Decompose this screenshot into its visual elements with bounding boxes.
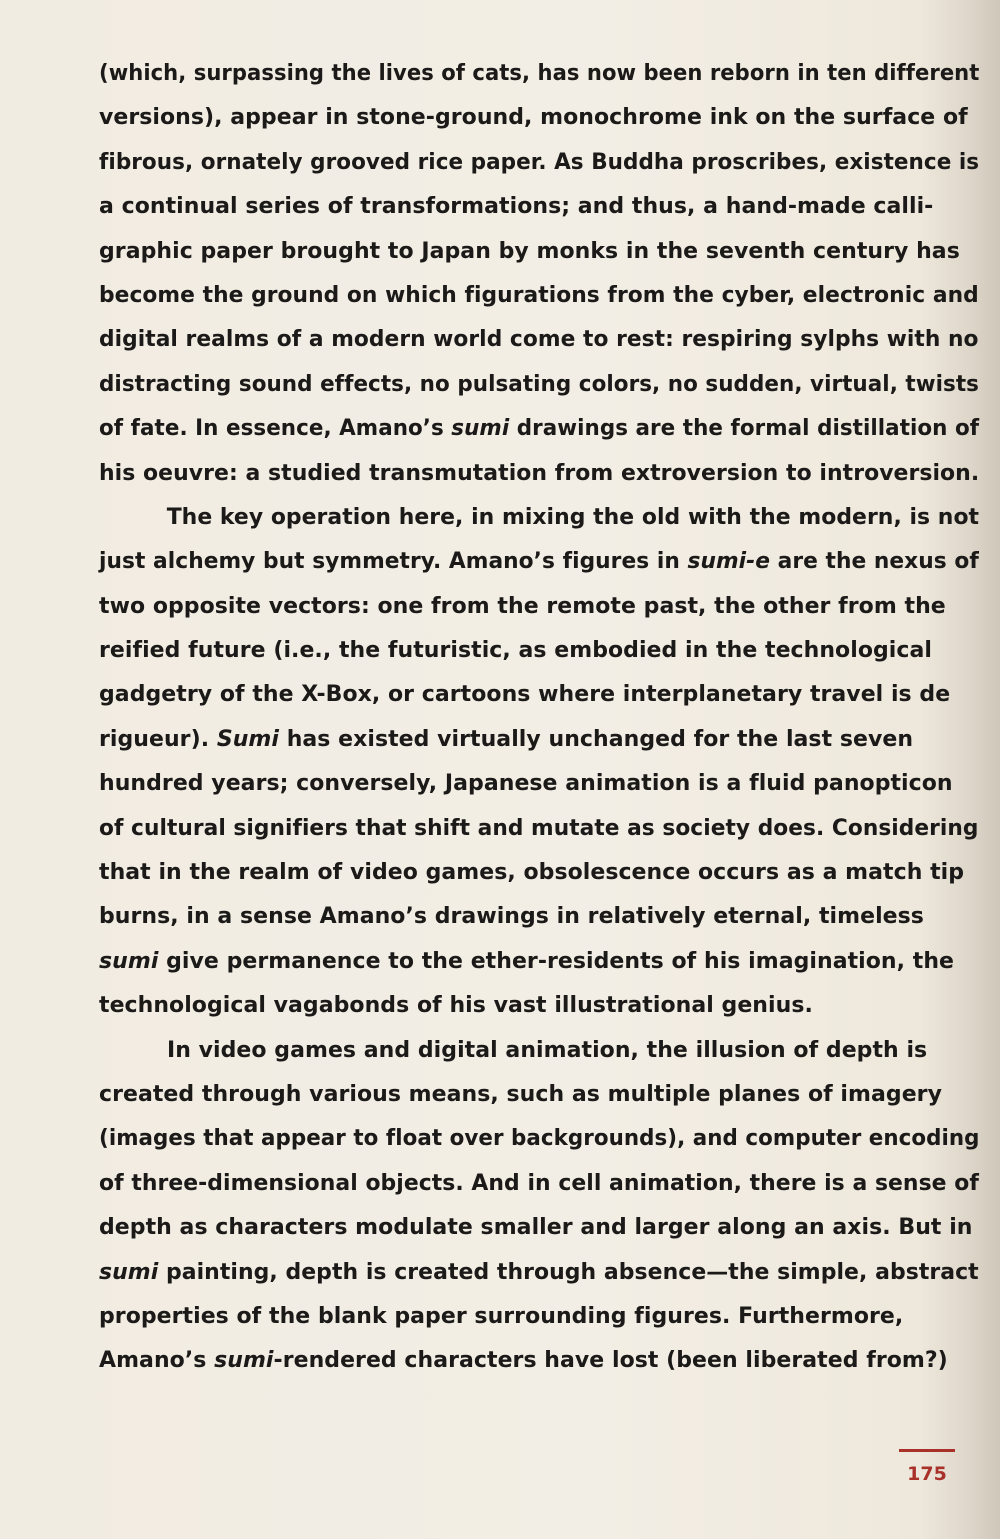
text-line (99, 807, 979, 851)
text-line (99, 96, 979, 140)
text-line (99, 141, 980, 185)
text-line (99, 1206, 979, 1250)
text-line (99, 540, 979, 584)
text-run: his oeuvre: a studied transmutation from extroversion to introversion. (99, 460, 980, 486)
text-run: of cultural signifiers that shift and mutate as society does. Considering (99, 815, 979, 841)
italic-term: Sumi (216, 726, 279, 752)
text-line (99, 673, 979, 717)
text-run: (which, surpassing the lives of cats, has now been reborn in ten different (99, 61, 980, 86)
text-line (99, 585, 979, 629)
text-line (99, 1117, 980, 1161)
text-run: two opposite vectors: one from the remote past, the other from the (99, 593, 946, 619)
text-run: just alchemy but symmetry. Amano’s figures in (99, 549, 688, 575)
text-run: burns, in a sense Amano’s drawings in relatively eternal, timeless (99, 904, 924, 930)
text-run: of three-dimensional objects. And in cell animation, there is a sense of (99, 1170, 979, 1196)
text-run: reified future (i.e., the futuristic, as embodied in the technological (99, 638, 932, 664)
text-run: depth as characters modulate smaller and larger along an axis. But in (99, 1215, 973, 1241)
text-line (99, 452, 980, 496)
text-line (99, 895, 979, 939)
text-line (99, 1339, 979, 1383)
text-run: (images that appear to float over backgrounds), and computer encoding (99, 1126, 980, 1152)
text-run: graphic paper brought to Japan by monks in the seventh century has (99, 238, 960, 264)
text-run: In video games and digital animation, the illusion of depth is (167, 1037, 928, 1063)
text-run: The key operation here, in mixing the old with the modern, is not (166, 504, 980, 530)
italic-term: sumi (99, 1259, 159, 1285)
text-run: give permanence to the ether-residents of his imagination, the (158, 948, 955, 974)
text-run: has existed virtually unchanged for the last seven (278, 726, 914, 752)
text-line (99, 1251, 977, 1295)
text-run: become the ground on which figurations from the cyber, electronic and (99, 282, 979, 308)
text-run: gadgetry of the X-Box, or cartoons where interplanetary travel is de (99, 682, 951, 708)
text-run: fibrous, ornately grooved rice paper. As Buddha proscribes, existence is (99, 149, 980, 175)
text-run: versions), appear in stone-ground, monochrome ink on the surface of (99, 105, 968, 131)
italic-term: sumi-e (687, 549, 771, 575)
text-run: -rendered characters have lost (been liberated from?) (273, 1348, 948, 1374)
text-line (99, 1295, 979, 1339)
text-line (99, 363, 979, 407)
text-line (99, 762, 979, 806)
text-run: that in the realm of video games, obsolescence occurs as a match tip (99, 860, 965, 886)
text-line (99, 318, 979, 362)
text-line (99, 52, 980, 96)
text-run: digital realms of a modern world come to rest: respiring sylphs with no (99, 327, 979, 353)
text-line (99, 407, 980, 451)
text-line (99, 629, 979, 673)
text-line (99, 718, 979, 762)
italic-term: sumi (99, 948, 159, 974)
text-run: are the nexus of (770, 549, 979, 575)
text-line (99, 851, 979, 895)
text-line (99, 1029, 979, 1073)
text-line (99, 496, 980, 540)
text-run: created through various means, such as multiple planes of imagery (99, 1081, 942, 1107)
italic-term: sumi (214, 1348, 274, 1374)
text-run: hundred years; conversely, Japanese animation is a fluid panopticon (99, 771, 953, 797)
text-run: of fate. In essence, Amano’s (99, 416, 452, 442)
text-run: rigueur). (99, 726, 217, 752)
text-line (99, 1073, 979, 1117)
page-number-rule (899, 1449, 955, 1452)
body-text (99, 52, 979, 1384)
italic-term: sumi (451, 416, 510, 442)
text-line (99, 274, 979, 318)
text-run: properties of the blank paper surrounding figures. Furthermore, (99, 1303, 904, 1329)
text-run: painting, depth is created through absence—the simple, abstract (158, 1259, 979, 1285)
page-number: 175 (907, 1463, 947, 1485)
text-line (99, 984, 979, 1028)
text-run: Amano’s (99, 1348, 215, 1374)
text-run: drawings are the formal distillation of (509, 416, 980, 442)
text-line (99, 940, 979, 984)
text-line (99, 230, 979, 274)
text-run: distracting sound effects, no pulsating colors, no sudden, virtual, twists (99, 371, 979, 397)
text-line (99, 1162, 979, 1206)
text-run: a continual series of transformations; and thus, a hand-made calli- (99, 194, 934, 220)
text-line (99, 185, 979, 229)
text-run: technological vagabonds of his vast illustrational genius. (99, 993, 813, 1019)
